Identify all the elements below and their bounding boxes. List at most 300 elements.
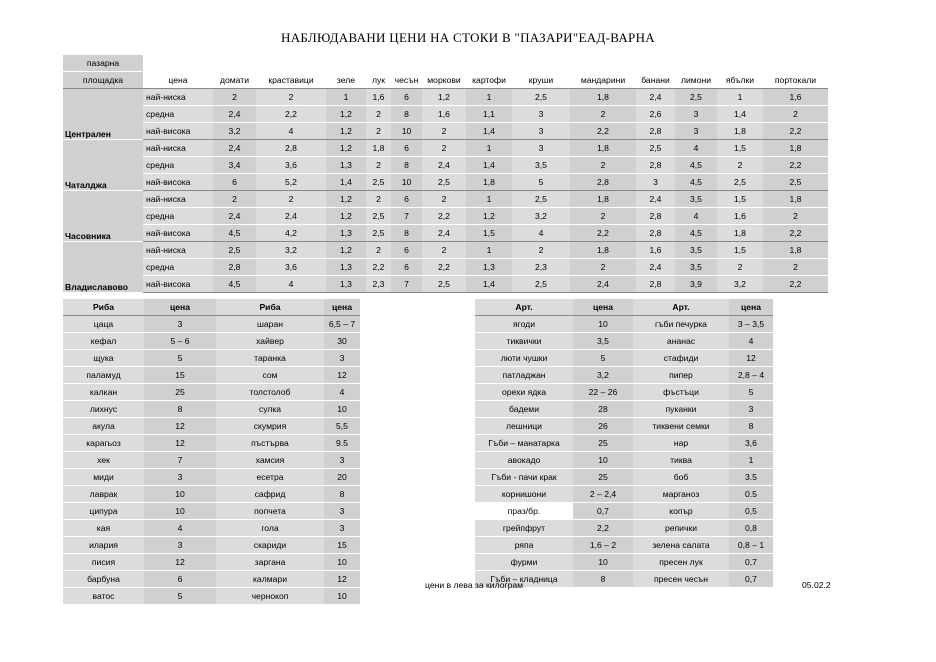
fish-header-row — [63, 299, 360, 316]
fish-price-cell: 5 — [144, 350, 216, 367]
price-value-cell: 3,2 — [213, 123, 256, 140]
price-value-cell: 4,5 — [213, 276, 256, 293]
price-value-cell: 2,2 — [422, 259, 466, 276]
price-header-cell: цена — [143, 72, 213, 89]
fish-row — [63, 435, 360, 452]
price-value-cell: 3,6 — [256, 259, 326, 276]
price-value-cell: 1,8 — [366, 140, 391, 157]
goods-name-cell: репички — [633, 520, 729, 537]
goods-header-row — [475, 299, 773, 316]
price-value-cell: 2,4 — [213, 140, 256, 157]
fish-name-cell: гола — [216, 520, 324, 537]
price-value-cell: 2,2 — [763, 157, 828, 174]
price-value-cell: 1,5 — [717, 140, 763, 157]
price-value-cell: 3 — [675, 106, 717, 123]
fish-row — [63, 571, 360, 588]
goods-name-cell: стафиди — [633, 350, 729, 367]
fish-price-cell: 4 — [144, 520, 216, 537]
product-header-cell: картофи — [466, 72, 512, 89]
price-value-cell: 1,6 — [366, 89, 391, 106]
price-value-cell: 2,8 — [636, 157, 675, 174]
goods-name-cell: тиквички — [475, 333, 573, 350]
price-value-cell: 2,3 — [512, 259, 570, 276]
fish-name-cell: паламуд — [63, 367, 144, 384]
goods-price-cell: 8 — [573, 571, 633, 588]
goods-price-cell: 10 — [573, 316, 633, 333]
goods-name-cell: лешници — [475, 418, 573, 435]
price-value-cell: 2,8 — [636, 276, 675, 293]
goods-name-cell: Гъби – кладница — [475, 571, 573, 588]
price-value-cell: 1,4 — [466, 276, 512, 293]
goods-price-cell: 5 — [573, 350, 633, 367]
fish-price-cell: 6,5 – 7 — [324, 316, 360, 333]
market-header-row-2 — [63, 72, 828, 89]
goods-price-cell: 2 – 2,4 — [573, 486, 633, 503]
price-value-cell: 3,4 — [213, 157, 256, 174]
header-blank-cell — [422, 55, 466, 72]
price-value-cell: 8 — [391, 225, 422, 242]
price-value-cell: 4,5 — [213, 225, 256, 242]
price-value-cell: 6 — [391, 89, 422, 106]
goods-price-cell: 0,8 — [729, 520, 773, 537]
price-value-cell: 1,6 — [763, 89, 828, 106]
goods-price-cell: 26 — [573, 418, 633, 435]
price-value-cell: 1,8 — [763, 140, 828, 157]
header-blank-cell — [636, 55, 675, 72]
goods-price-cell: 1 — [729, 452, 773, 469]
market-row — [63, 174, 828, 191]
goods-name-cell: грейпфрут — [475, 520, 573, 537]
fish-price-cell: 10 — [144, 486, 216, 503]
price-level-cell: най-висока — [143, 174, 213, 191]
fish-price-cell: 12 — [324, 571, 360, 588]
price-value-cell: 1 — [326, 89, 366, 106]
price-value-cell: 2,5 — [366, 208, 391, 225]
price-value-cell: 2,5 — [763, 174, 828, 191]
product-header-cell: ябълки — [717, 72, 763, 89]
market-location-cell: Централен — [63, 89, 143, 140]
price-value-cell: 1 — [466, 89, 512, 106]
price-value-cell: 1,2 — [326, 123, 366, 140]
product-header-cell: краставици — [256, 72, 326, 89]
price-value-cell: 2 — [717, 259, 763, 276]
price-value-cell: 2,2 — [422, 208, 466, 225]
fish-price-cell: 5,5 — [324, 418, 360, 435]
price-value-cell: 1,3 — [326, 157, 366, 174]
price-value-cell: 2 — [763, 259, 828, 276]
product-header-cell: домати — [213, 72, 256, 89]
fish-header-cell: Риба — [216, 299, 324, 316]
goods-name-cell: пипер — [633, 367, 729, 384]
fish-price-cell: 5 — [144, 588, 216, 605]
price-value-cell: 10 — [391, 174, 422, 191]
price-value-cell: 2 — [763, 208, 828, 225]
price-value-cell: 2 — [366, 242, 391, 259]
goods-price-cell: 0,7 — [729, 554, 773, 571]
price-level-cell: най-висока — [143, 123, 213, 140]
price-value-cell: 2 — [570, 157, 636, 174]
price-value-cell: 2,5 — [366, 225, 391, 242]
price-value-cell: 1,8 — [570, 242, 636, 259]
price-value-cell: 1,5 — [717, 191, 763, 208]
market-row — [63, 89, 828, 106]
price-value-cell: 4 — [256, 123, 326, 140]
fish-price-cell: 7 — [144, 452, 216, 469]
goods-row — [475, 333, 773, 350]
price-value-cell: 4,5 — [675, 225, 717, 242]
goods-price-cell: 25 — [573, 435, 633, 452]
fish-name-cell: есетра — [216, 469, 324, 486]
price-value-cell: 1,3 — [326, 276, 366, 293]
price-value-cell: 1,4 — [466, 123, 512, 140]
corner-bottom-cell: площадка — [63, 72, 143, 89]
fish-price-cell: 3 — [324, 452, 360, 469]
price-value-cell: 6 — [391, 242, 422, 259]
price-value-cell: 2,5 — [422, 174, 466, 191]
price-value-cell: 8 — [391, 106, 422, 123]
goods-header-cell: Арт. — [475, 299, 573, 316]
fish-name-cell: скариди — [216, 537, 324, 554]
price-value-cell: 2 — [366, 191, 391, 208]
price-value-cell: 1,4 — [466, 157, 512, 174]
goods-row — [475, 367, 773, 384]
fish-name-cell: акула — [63, 418, 144, 435]
market-location-cell: Часовника — [63, 191, 143, 242]
fish-price-cell: 4 — [324, 384, 360, 401]
price-value-cell: 2,2 — [570, 123, 636, 140]
goods-row — [475, 520, 773, 537]
fish-price-cell: 20 — [324, 469, 360, 486]
goods-name-cell: люти чушки — [475, 350, 573, 367]
fish-name-cell: карагьоз — [63, 435, 144, 452]
goods-price-cell: 5 — [729, 384, 773, 401]
goods-price-cell: 0,8 – 1 — [729, 537, 773, 554]
price-value-cell: 1,6 — [636, 242, 675, 259]
goods-row — [475, 537, 773, 554]
goods-name-cell: тиква — [633, 452, 729, 469]
price-value-cell: 2,5 — [512, 191, 570, 208]
price-value-cell: 2,4 — [570, 276, 636, 293]
price-value-cell: 1,8 — [717, 123, 763, 140]
price-value-cell: 4 — [256, 276, 326, 293]
price-value-cell: 2,4 — [422, 225, 466, 242]
header-blank-cell — [512, 55, 570, 72]
market-header-row-1 — [63, 55, 828, 72]
unit-note: цени в лева за килограм — [425, 580, 524, 590]
header-blank-cell — [326, 55, 366, 72]
market-row — [63, 140, 828, 157]
header-blank-cell — [675, 55, 717, 72]
price-value-cell: 2 — [213, 191, 256, 208]
price-value-cell: 4 — [675, 208, 717, 225]
fish-price-cell: 3 — [144, 316, 216, 333]
price-value-cell: 1,3 — [326, 225, 366, 242]
price-value-cell: 2 — [570, 106, 636, 123]
price-value-cell: 1,2 — [326, 106, 366, 123]
price-value-cell: 2,2 — [763, 225, 828, 242]
header-blank-cell — [763, 55, 828, 72]
fish-price-cell: 3 — [324, 503, 360, 520]
goods-name-cell: Гъби - пачи крак — [475, 469, 573, 486]
fish-price-cell: 3 — [144, 469, 216, 486]
product-header-cell: лимони — [675, 72, 717, 89]
fish-row — [63, 537, 360, 554]
fish-name-cell: щука — [63, 350, 144, 367]
goods-prices-table — [475, 299, 773, 588]
price-value-cell: 2,8 — [213, 259, 256, 276]
goods-name-cell: марганоз — [633, 486, 729, 503]
market-row — [63, 191, 828, 208]
fish-name-cell: ципура — [63, 503, 144, 520]
product-header-cell: банани — [636, 72, 675, 89]
price-value-cell: 1,2 — [326, 191, 366, 208]
market-row — [63, 106, 828, 123]
fish-name-cell: калкан — [63, 384, 144, 401]
fish-price-cell: 15 — [324, 537, 360, 554]
fish-row — [63, 469, 360, 486]
fish-price-cell: 5 – 6 — [144, 333, 216, 350]
product-header-cell: моркови — [422, 72, 466, 89]
price-value-cell: 7 — [391, 276, 422, 293]
fish-price-cell: 6 — [144, 571, 216, 588]
market-row — [63, 259, 828, 276]
goods-header-cell: Арт. — [633, 299, 729, 316]
price-value-cell: 5 — [512, 174, 570, 191]
price-value-cell: 1,8 — [763, 191, 828, 208]
goods-name-cell: корнишони — [475, 486, 573, 503]
market-row — [63, 242, 828, 259]
price-value-cell: 1,2 — [326, 242, 366, 259]
goods-name-cell: Гъби – манатарка — [475, 435, 573, 452]
price-value-cell: 3 — [512, 140, 570, 157]
fish-price-cell: 10 — [324, 554, 360, 571]
goods-price-cell: 2,8 – 4 — [729, 367, 773, 384]
header-blank-cell — [143, 55, 213, 72]
goods-price-cell: 0.5 — [729, 486, 773, 503]
fish-row — [63, 520, 360, 537]
goods-row — [475, 401, 773, 418]
price-value-cell: 2 — [422, 123, 466, 140]
fish-name-cell: хамсия — [216, 452, 324, 469]
fish-header-cell: Риба — [63, 299, 144, 316]
price-level-cell: най-ниска — [143, 242, 213, 259]
price-value-cell: 2,5 — [422, 276, 466, 293]
goods-name-cell: тиквени семки — [633, 418, 729, 435]
price-value-cell: 2,6 — [636, 106, 675, 123]
price-value-cell: 4 — [675, 140, 717, 157]
price-value-cell: 1,4 — [717, 106, 763, 123]
goods-row — [475, 486, 773, 503]
price-value-cell: 2 — [422, 242, 466, 259]
goods-name-cell: ягоди — [475, 316, 573, 333]
price-value-cell: 2,2 — [763, 123, 828, 140]
fish-prices-table — [63, 299, 360, 605]
price-value-cell: 7 — [391, 208, 422, 225]
price-value-cell: 2,5 — [636, 140, 675, 157]
goods-row — [475, 316, 773, 333]
price-value-cell: 2 — [256, 89, 326, 106]
price-value-cell: 1 — [466, 140, 512, 157]
price-value-cell: 2,2 — [366, 259, 391, 276]
price-value-cell: 2 — [717, 157, 763, 174]
product-header-cell: портокали — [763, 72, 828, 89]
goods-price-cell: 12 — [729, 350, 773, 367]
goods-price-cell: 2,2 — [573, 520, 633, 537]
goods-price-cell: 0,7 — [573, 503, 633, 520]
fish-name-cell: лаврак — [63, 486, 144, 503]
goods-name-cell: гъби печурка — [633, 316, 729, 333]
fish-name-cell: сулка — [216, 401, 324, 418]
price-value-cell: 2,8 — [636, 225, 675, 242]
fish-name-cell: сафрид — [216, 486, 324, 503]
price-value-cell: 1,8 — [717, 225, 763, 242]
price-value-cell: 3 — [512, 106, 570, 123]
price-value-cell: 1,2 — [326, 208, 366, 225]
header-blank-cell — [717, 55, 763, 72]
goods-name-cell: копър — [633, 503, 729, 520]
price-value-cell: 10 — [391, 123, 422, 140]
fish-row — [63, 384, 360, 401]
price-value-cell: 1,4 — [326, 174, 366, 191]
goods-row — [475, 452, 773, 469]
price-value-cell: 1,5 — [717, 242, 763, 259]
fish-price-cell: 12 — [144, 435, 216, 452]
market-row — [63, 208, 828, 225]
fish-name-cell: лихнус — [63, 401, 144, 418]
price-level-cell: средна — [143, 208, 213, 225]
price-value-cell: 1,3 — [326, 259, 366, 276]
price-value-cell: 2,4 — [636, 89, 675, 106]
goods-name-cell: нар — [633, 435, 729, 452]
price-value-cell: 4,5 — [675, 174, 717, 191]
fish-header-cell: цена — [144, 299, 216, 316]
product-header-cell: мандарини — [570, 72, 636, 89]
page-title: НАБЛЮДАВАНИ ЦЕНИ НА СТОКИ В "ПАЗАРИ"ЕАД-ВАРНА — [281, 30, 655, 45]
fish-price-cell: 10 — [324, 588, 360, 605]
fish-name-cell: кефал — [63, 333, 144, 350]
goods-price-cell: 1,6 – 2 — [573, 537, 633, 554]
header-blank-cell — [570, 55, 636, 72]
fish-row — [63, 452, 360, 469]
fish-row — [63, 554, 360, 571]
product-header-cell: круши — [512, 72, 570, 89]
price-value-cell: 2,3 — [366, 276, 391, 293]
header-blank-cell — [256, 55, 326, 72]
price-value-cell: 6 — [391, 191, 422, 208]
price-value-cell: 1,6 — [717, 208, 763, 225]
fish-name-cell: шаран — [216, 316, 324, 333]
date-label: 05.02.2 — [802, 580, 831, 590]
goods-row — [475, 469, 773, 486]
fish-price-cell: 9.5 — [324, 435, 360, 452]
fish-row — [63, 503, 360, 520]
price-value-cell: 2,4 — [213, 106, 256, 123]
goods-name-cell: бадеми — [475, 401, 573, 418]
price-value-cell: 1,2 — [326, 140, 366, 157]
fish-price-cell: 12 — [324, 367, 360, 384]
fish-price-cell: 15 — [144, 367, 216, 384]
fish-price-cell: 12 — [144, 554, 216, 571]
fish-price-cell: 3 — [144, 537, 216, 554]
price-value-cell: 3 — [675, 123, 717, 140]
price-value-cell: 2,2 — [763, 276, 828, 293]
price-value-cell: 5,2 — [256, 174, 326, 191]
goods-name-cell: патладжан — [475, 367, 573, 384]
goods-name-cell: зелена салата — [633, 537, 729, 554]
fish-price-cell: 25 — [144, 384, 216, 401]
price-value-cell: 2,8 — [636, 123, 675, 140]
product-header-cell: чесън — [391, 72, 422, 89]
goods-price-cell: 3,2 — [573, 367, 633, 384]
price-level-cell: най-ниска — [143, 191, 213, 208]
fish-name-cell: илария — [63, 537, 144, 554]
price-value-cell: 2,8 — [636, 208, 675, 225]
market-location-cell: Владиславово — [63, 242, 143, 293]
price-value-cell: 3 — [636, 174, 675, 191]
price-value-cell: 3,6 — [256, 157, 326, 174]
fish-name-cell: хайвер — [216, 333, 324, 350]
market-row — [63, 123, 828, 140]
goods-name-cell: авокадо — [475, 452, 573, 469]
price-value-cell: 2,4 — [256, 208, 326, 225]
price-value-cell: 2,5 — [675, 89, 717, 106]
price-value-cell: 2,5 — [717, 174, 763, 191]
goods-price-cell: 3,6 — [729, 435, 773, 452]
price-level-cell: средна — [143, 157, 213, 174]
price-value-cell: 2,5 — [366, 174, 391, 191]
price-value-cell: 2 — [570, 259, 636, 276]
fish-name-cell: сом — [216, 367, 324, 384]
price-value-cell: 2,4 — [636, 191, 675, 208]
price-value-cell: 2,2 — [570, 225, 636, 242]
price-value-cell: 2 — [366, 123, 391, 140]
goods-price-cell: 10 — [573, 554, 633, 571]
price-value-cell: 2 — [366, 106, 391, 123]
fish-name-cell: калмари — [216, 571, 324, 588]
price-value-cell: 1 — [466, 191, 512, 208]
price-level-cell: най-ниска — [143, 89, 213, 106]
price-value-cell: 1,1 — [466, 106, 512, 123]
price-level-cell: най-висока — [143, 225, 213, 242]
goods-price-cell: 28 — [573, 401, 633, 418]
fish-price-cell: 3 — [324, 350, 360, 367]
price-value-cell: 2 — [422, 140, 466, 157]
fish-name-cell: чернокоп — [216, 588, 324, 605]
market-row — [63, 157, 828, 174]
fish-name-cell: писия — [63, 554, 144, 571]
price-value-cell: 2 — [570, 208, 636, 225]
market-location-cell: Чаталджа — [63, 140, 143, 191]
fish-name-cell: скумрия — [216, 418, 324, 435]
fish-name-cell: хек — [63, 452, 144, 469]
price-value-cell: 2 — [366, 157, 391, 174]
product-header-cell: лук — [366, 72, 391, 89]
price-value-cell: 1,6 — [422, 106, 466, 123]
price-value-cell: 1,8 — [570, 191, 636, 208]
price-value-cell: 2,4 — [213, 208, 256, 225]
fish-price-cell: 10 — [324, 401, 360, 418]
goods-name-cell: фъстъци — [633, 384, 729, 401]
price-value-cell: 6 — [391, 140, 422, 157]
price-value-cell: 3,5 — [675, 191, 717, 208]
fish-row — [63, 418, 360, 435]
fish-name-cell: толстолоб — [216, 384, 324, 401]
fish-price-cell: 3 — [324, 520, 360, 537]
price-value-cell: 3 — [512, 123, 570, 140]
price-value-cell: 2,5 — [512, 276, 570, 293]
market-prices-table — [63, 55, 828, 293]
goods-name-cell: пресен чесън — [633, 571, 729, 588]
